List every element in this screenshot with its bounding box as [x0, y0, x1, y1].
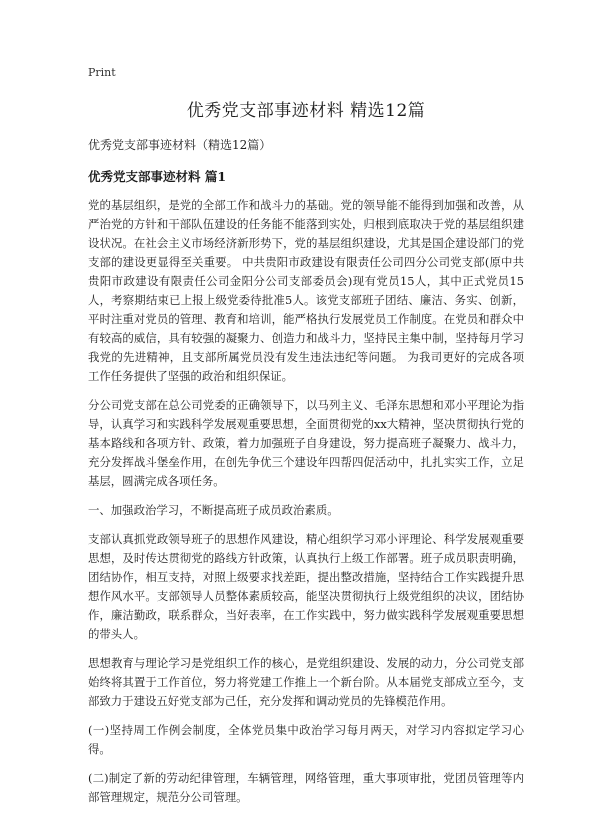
paragraph-7: (二)制定了新的劳动纪律管理，车辆管理，网络管理，重大事项审批，党团员管理等内部管理规定，规范分公司管理。 [88, 771, 524, 804]
document-page [88, 66, 524, 817]
document-title: 优秀党支部事迹材料 精选12篇 [186, 101, 426, 121]
section-heading: 优秀党支部事迹材料 篇1 [88, 169, 227, 184]
paragraph-6: (一)坚持周工作例会制度，全体党员集中政治学习每月两天，对学习内容拟定学习心得。 [88, 723, 524, 756]
paragraph-2: 分公司党支部在总公司党委的正确领导下，以马列主义、毛泽东思想和邓小平理论为指导，认真学习和实践科学发展观重要思想，全面贯彻党的xx大精神，坚决贯彻执行党的基本路线和各项方针、政策，着力加强班子自身建设，努力提高班子凝聚力、战斗力，充分发挥战斗堡垒作用，在创先争优三个建设年四帮四促活动中，扎扎实实工作，立足基层，圆满完成各项任务。 [88, 398, 524, 488]
paragraph-4: 支部认真抓党政领导班子的思想作风建设，精心组织学习邓小评理论、科学发展观重要思想，及时传达贯彻党的路线方针政策，认真执行上级工作部署。班子成员职责明确，团结协作，相互支持，对照上级要求找差距，提出整改措施，坚持结合工作实践提升思想作风水平。支部领导人员整体素质较高，能坚决贯彻执行上级党组织的决议，团结协作，廉洁勤政，联系群众，当好表率，在工作实践中，努力做实践科学发展观重要思想的带头人。 [88, 532, 524, 641]
paragraph-3: 一、加强政治学习，不断提高班子成员政治素质。 [88, 503, 339, 517]
paragraph-1: 党的基层组织，是党的全部工作和战斗力的基础。党的领导能不能得到加强和改善，从严治党的方针和干部队伍建设的任务能不能落到实处，归根到底取决于党的基层组织建设状况。在社会主义市场经济新形势下，党的基层组织建设，尤其是国企建设部门的党支部的建设更显得至关重要。 中共贵阳市政建设有限责任公司四分公司党支部(原中共贵阳市政建设有限责任公司金阳分公司支部委员会)现有党员15人，其中正式党员15人，考察期结束已上报上级党委待批准5人。该党支部班子团结、廉洁、务实、创新，平时注重对党员的管理、教育和培训，能严格执行发展党员工作制度。在党员和群众中有较高的威信，具有较强的凝聚力、创造力和战斗力，坚持民主集中制，坚持每月学习我党的先进精神，且支部所属党员没有发生违法违纪等问题。 为我司更好的完成各项工作任务提供了坚强的政治和组织保证。 [88, 198, 524, 383]
document-subtitle: 优秀党支部事迹材料（精选12篇） [88, 138, 272, 152]
paragraph-5: 思想教育与理论学习是党组织工作的核心，是党组织建设、发展的动力，分公司党支部始终将其置于工作首位，努力将党建工作推上一个新台阶。从本届党支部成立至今，支部致力于建设五好党支部为己任，充分发挥和调动党员的先锋模范作用。 [88, 656, 524, 708]
print-label: Print [88, 66, 116, 79]
